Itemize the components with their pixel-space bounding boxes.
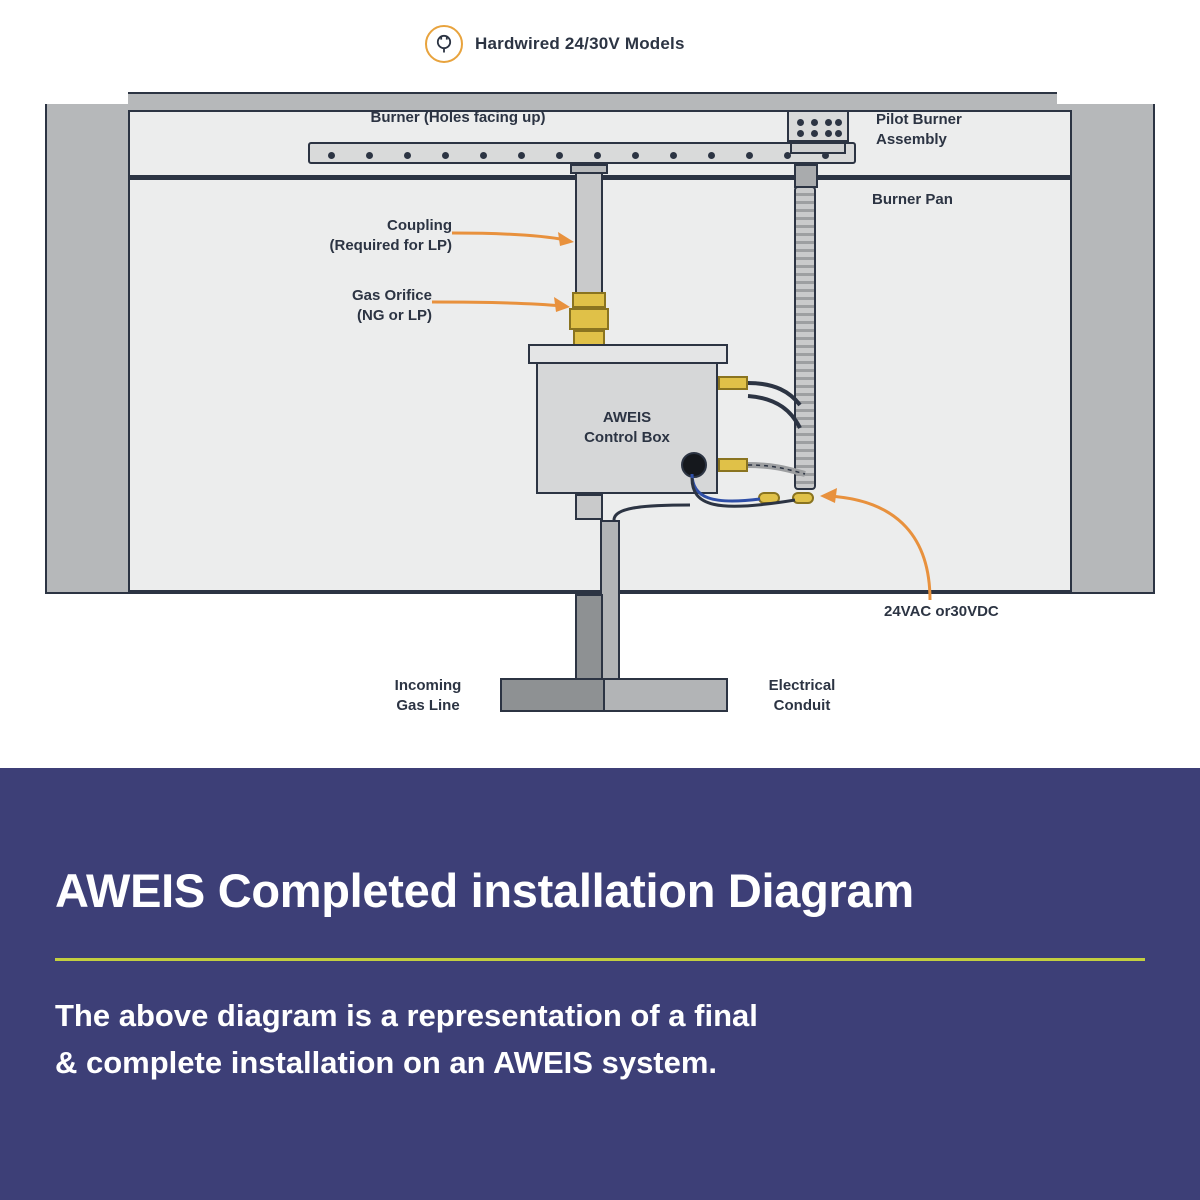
panel-title: AWEIS Completed installation Diagram xyxy=(55,864,914,917)
panel-body-line1: The above diagram is a representation of a final xyxy=(55,998,758,1033)
hardwired-label: Hardwired 24/30V Models xyxy=(475,34,685,53)
burner-pan-label: Burner Pan xyxy=(872,191,953,208)
gas-orifice-label: Gas Orifice (NG or LP) xyxy=(351,287,432,325)
burner-label: Burner (Holes facing up) xyxy=(370,109,546,126)
electrical-conduit-label: Electrical Conduit xyxy=(768,677,836,715)
panel-body xyxy=(55,993,1125,1086)
panel-body-line2: & complete installation on an AWEIS system. xyxy=(55,1044,718,1080)
panel-divider xyxy=(55,958,1145,961)
caption-panel xyxy=(0,768,1200,1200)
incoming-gas-line-label: Incoming Gas Line xyxy=(394,677,462,715)
power-label: 24VAC or30VDC xyxy=(884,603,999,620)
coupling-label: Coupling (Required for LP) xyxy=(329,217,452,255)
control-box-label-line1: AWEIS xyxy=(602,408,652,426)
pilot-burner-assembly-label: Pilot Burner Assembly xyxy=(876,111,962,149)
control-box-label-line2: Control Box xyxy=(584,429,670,446)
